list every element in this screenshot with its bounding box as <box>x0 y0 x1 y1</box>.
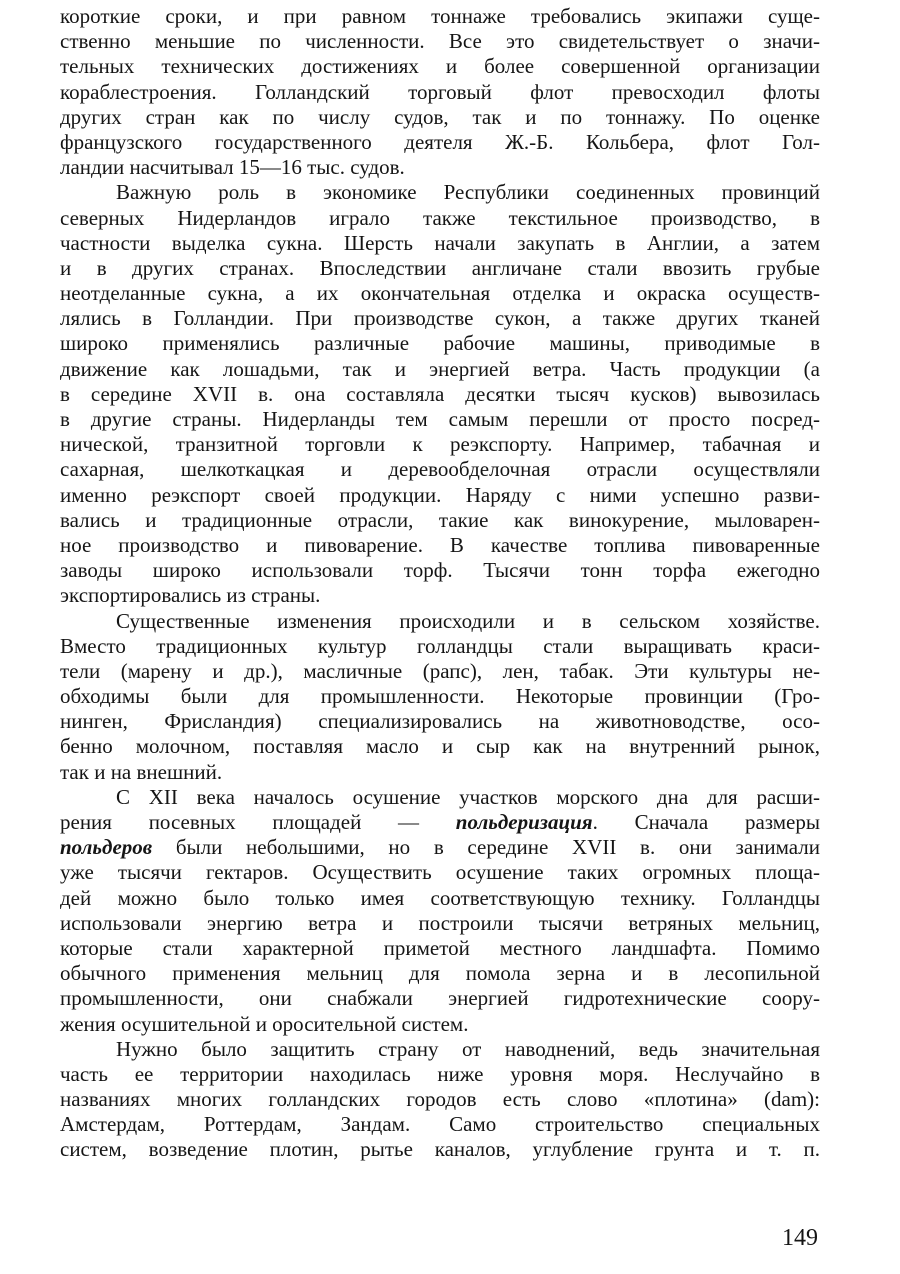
text-line: лялись в Голландии. При производстве сукон, а также других тканей <box>60 306 820 331</box>
text-run: промышленности, они снабжали энергией гидротехнические соору- <box>60 986 820 1011</box>
text-line: движение как лошадьми, так и энергией ветра. Часть продукции (а <box>60 356 820 381</box>
text-line: тели (марену и др.), масличные (рапс), лен, табак. Эти культуры не- <box>60 658 820 683</box>
text-line <box>60 936 820 961</box>
text-line: северных Нидерландов играло также текстильное производство, в <box>60 205 820 230</box>
text-line: Нужно было защитить страну от наводнений, ведь значительная <box>116 1036 820 1061</box>
text-run: рения посевных площадей — <box>60 810 456 834</box>
text-line: названиях многих голландских городов есть слово «плотина» (dam): <box>60 1087 820 1112</box>
text-line: Существенные изменения происходили и в сельском хозяйстве. <box>116 608 820 633</box>
text-line: бенно молочном, поставляя масло и сыр как на внутренний рынок, <box>60 734 820 759</box>
body-text <box>60 4 820 1163</box>
text-line: Важную роль в экономике Республики соединенных провинций <box>116 180 820 205</box>
text-line: ственно меньшие по численности. Все это свидетельствует о значи- <box>60 29 820 54</box>
text-run: дей можно было только имея соответствующую технику. Голландцы <box>60 885 820 910</box>
text-run: жения осушительной и оросительной систем. <box>60 1011 469 1036</box>
text-line: ное производство и пивоварение. В качестве топлива пивоваренные <box>60 532 820 557</box>
text-run: использовали энергию ветра и построили тысячи ветряных мельниц, <box>60 910 820 935</box>
text-run: обычного применения мельниц для помола зерна и в лесопильной <box>60 961 820 986</box>
text-line <box>60 961 820 986</box>
text-line: Амстердам, Роттердам, Зандам. Само строительство специальных <box>60 1112 820 1137</box>
text-line: заводы широко использовали торф. Тысячи тонн торфа ежегодно <box>60 558 820 583</box>
text-line <box>60 785 820 810</box>
text-line: экспортировались из страны. <box>60 583 321 608</box>
paragraph <box>60 785 820 1037</box>
text-line: нинген, Фрисландия) специализировались на животноводстве, осо- <box>60 709 820 734</box>
emphasized-term: польдеров <box>60 835 153 860</box>
text-line: систем, возведение плотин, рытье каналов, углубление грунта и т. п. <box>60 1137 820 1162</box>
text-line: в середине XVII в. она составляла десятки тысяч кусков) вывозилась <box>60 381 820 406</box>
text-line: нической, транзитной торговли к реэкспорту. Например, табачная и <box>60 432 820 457</box>
text-line: других стран как по числу судов, так и по тоннажу. По оценке <box>60 104 820 129</box>
text-line <box>60 860 820 885</box>
text-line: обходимы были для промышленности. Некоторые провинции (Гро- <box>60 684 820 709</box>
text-run: были небольшими, но в середине XVII в. они занимали <box>152 835 820 860</box>
text-line: широко применялись различные рабочие машины, приводимые в <box>60 331 820 356</box>
text-line: французского государственного деятеля Ж.-Б. Кольбера, флот Гол- <box>60 129 820 154</box>
text-line: тельных технических достижениях и более совершенной организации <box>60 54 820 79</box>
text-run: . Сначала размеры <box>592 810 820 834</box>
text-line: ландии насчитывал 15—16 тыс. судов. <box>60 155 405 180</box>
text-line <box>60 911 820 936</box>
paragraph <box>60 1037 820 1163</box>
text-run: уже тысячи гектаров. Осуществить осушение таких огромных площа- <box>60 860 820 885</box>
text-line <box>60 1012 820 1037</box>
page-number: 149 <box>782 1225 818 1251</box>
paragraph <box>60 180 820 608</box>
text-line: частности выделка сукна. Шерсть начали закупать в Англии, а затем <box>60 230 820 255</box>
text-line: часть ее территории находилась ниже уровня моря. Неслучайно в <box>60 1061 820 1086</box>
text-line: так и на внешний. <box>60 759 223 784</box>
text-line: в другие страны. Нидерланды тем самым перешли от просто посред- <box>60 407 820 431</box>
text-line: сахарная, шелкоткацкая и деревообделочная отрасли осуществляли <box>60 457 820 482</box>
text-line: Вместо традиционных культур голландцы стали выращивать краси- <box>60 633 820 658</box>
text-run: С XII века началось осушение участков морского дна для расши- <box>116 784 820 809</box>
text-line: неотделанные сукна, а их окончательная отделка и окраска осуществ- <box>60 281 820 306</box>
text-line <box>60 886 820 911</box>
text-line: короткие сроки, и при равном тоннаже требовались экипажи суще- <box>60 4 820 28</box>
text-run: которые стали характерной приметой местного ландшафта. Помимо <box>60 935 820 960</box>
text-line: вались и традиционные отрасли, такие как винокурение, мыловарен- <box>60 507 820 532</box>
text-line: кораблестроения. Голландский торговый флот превосходил флоты <box>60 79 820 104</box>
emphasized-term: польдеризация <box>455 810 593 834</box>
text-line: и в других странах. Впоследствии англичане стали ввозить грубые <box>60 255 820 280</box>
paragraph <box>60 4 820 180</box>
text-line <box>60 986 820 1011</box>
paragraph <box>60 609 820 785</box>
text-line: именно реэкспорт своей продукции. Наряду с ними успешно разви- <box>60 482 820 507</box>
text-line <box>60 835 820 860</box>
text-line <box>60 810 820 835</box>
